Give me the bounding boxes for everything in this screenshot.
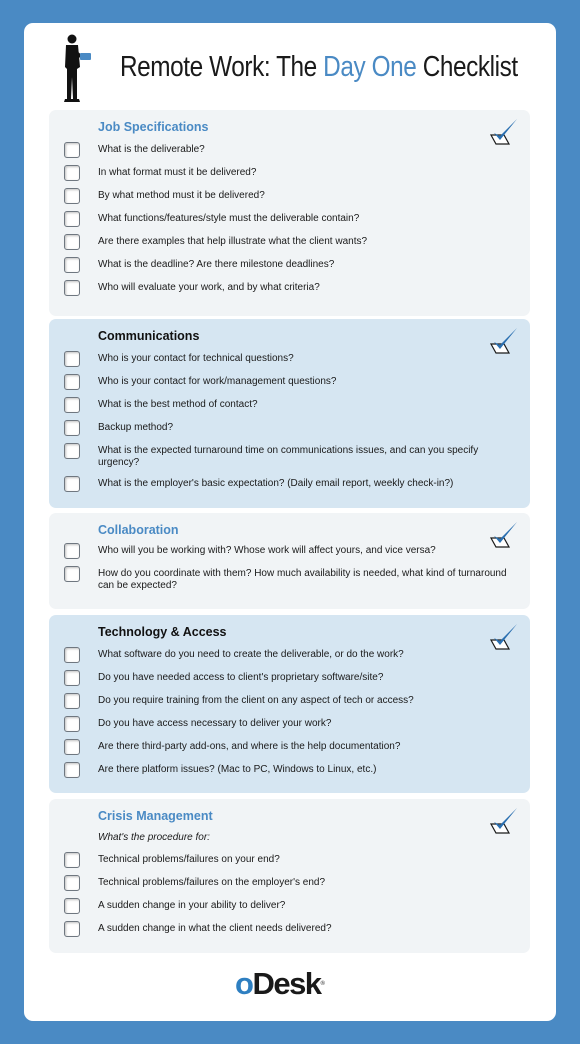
- checkbox[interactable]: [64, 374, 80, 390]
- checkbox[interactable]: [64, 476, 80, 492]
- question-text: Who will you be working with? Whose work will affect yours, and vice versa?: [98, 545, 436, 556]
- checkbox[interactable]: [64, 351, 80, 367]
- checkbox[interactable]: [64, 257, 80, 273]
- section-subheading: What's the procedure for:: [98, 832, 210, 843]
- title-prefix: Remote Work: The: [120, 51, 324, 83]
- section-title: Collaboration: [98, 523, 179, 537]
- checkbox[interactable]: [64, 211, 80, 227]
- checkbox[interactable]: [64, 875, 80, 891]
- checkbox[interactable]: [64, 420, 80, 436]
- checkbox[interactable]: [64, 280, 80, 296]
- question-text: What functions/features/style must the deliverable contain?: [98, 213, 360, 224]
- question-text: A sudden change in your ability to deliver?: [98, 900, 286, 911]
- checkbox[interactable]: [64, 670, 80, 686]
- section-title: Crisis Management: [98, 809, 213, 823]
- page-title: [120, 51, 518, 84]
- section-title: Communications: [98, 329, 200, 343]
- title-accent: Day One: [323, 51, 417, 83]
- checkbox[interactable]: [64, 188, 80, 204]
- checkbox[interactable]: [64, 647, 80, 663]
- question-text: Who is your contact for technical questions?: [98, 353, 294, 364]
- title-suffix: Checklist: [416, 51, 518, 83]
- question-text: Are there platform issues? (Mac to PC, Windows to Linux, etc.): [98, 764, 377, 775]
- checkbox[interactable]: [64, 397, 80, 413]
- question-text: Are there third-party add-ons, and where is the help documentation?: [98, 741, 401, 752]
- question-text: What is the deadline? Are there milestone deadlines?: [98, 259, 335, 270]
- section-collaboration: [49, 513, 530, 609]
- question-text: Are there examples that help illustrate what the client wants?: [98, 236, 368, 247]
- checkbox[interactable]: [64, 142, 80, 158]
- header: [24, 23, 556, 111]
- checkbox[interactable]: [64, 898, 80, 914]
- question-text: In what format must it be delivered?: [98, 167, 257, 178]
- section-title: Technology & Access: [98, 625, 227, 639]
- checkbox[interactable]: [64, 443, 80, 459]
- section-communications: [49, 319, 530, 508]
- question-text: Do you have access necessary to deliver your work?: [98, 718, 332, 729]
- section-crisis-management: [49, 799, 530, 953]
- registered-mark: ®: [320, 981, 325, 987]
- checkbox[interactable]: [64, 234, 80, 250]
- logo-desk: Desk: [252, 966, 321, 1001]
- question-text: What is the deliverable?: [98, 144, 205, 155]
- checkmark-icon: [488, 117, 520, 147]
- question-text: Technical problems/failures on the employer's end?: [98, 877, 326, 888]
- checkbox[interactable]: [64, 693, 80, 709]
- checkmark-icon: [488, 326, 520, 356]
- question-text: What is the expected turnaround time on communications issues, and can you specify urgency?: [98, 445, 479, 468]
- question-text: How do you coordinate with them? How much availability is needed, what kind of turnaround can be expected?: [98, 568, 507, 591]
- question-text: By what method must it be delivered?: [98, 190, 265, 201]
- question-text: A sudden change in what the client needs delivered?: [98, 923, 332, 934]
- checkmark-icon: [488, 622, 520, 652]
- question-text: Who is your contact for work/management questions?: [98, 376, 337, 387]
- question-text: Who will evaluate your work, and by what criteria?: [98, 282, 320, 293]
- question-text: Backup method?: [98, 422, 174, 433]
- question-text: Do you require training from the client on any aspect of tech or access?: [98, 695, 414, 706]
- section-job-specifications: [49, 110, 530, 316]
- question-text: Technical problems/failures on your end?: [98, 854, 280, 865]
- question-text: Do you have needed access to client's proprietary software/site?: [98, 672, 384, 683]
- checkmark-icon: [488, 806, 520, 836]
- checkbox[interactable]: [64, 566, 80, 582]
- question-text: What is the best method of contact?: [98, 399, 258, 410]
- checkbox[interactable]: [64, 762, 80, 778]
- checkbox[interactable]: [64, 716, 80, 732]
- person-with-laptop-icon: [62, 33, 92, 103]
- logo-o: o: [235, 966, 253, 1001]
- section-technology-access: [49, 615, 530, 793]
- question-text: What software do you need to create the deliverable, or do the work?: [98, 649, 404, 660]
- checkbox[interactable]: [64, 165, 80, 181]
- checkbox[interactable]: [64, 852, 80, 868]
- checklist-card: [24, 23, 556, 1021]
- section-title: Job Specifications: [98, 120, 209, 134]
- checkbox[interactable]: [64, 739, 80, 755]
- question-text: What is the employer's basic expectation? (Daily email report, weekly check-in?): [98, 478, 454, 489]
- checkbox[interactable]: [64, 543, 80, 559]
- odesk-logo: [235, 966, 325, 1002]
- checkbox[interactable]: [64, 921, 80, 937]
